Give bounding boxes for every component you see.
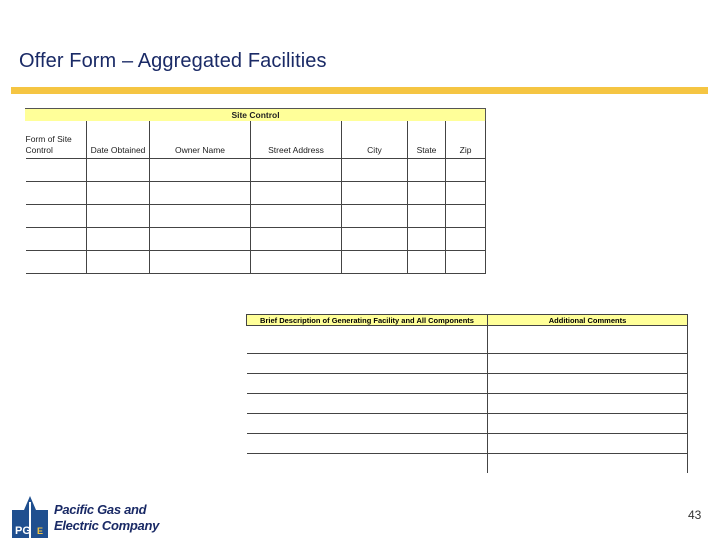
column-state: State [408, 121, 446, 159]
table-cell[interactable] [150, 205, 251, 228]
company-name-line2: Electric Company [54, 518, 160, 533]
table-row [26, 251, 486, 274]
column-city: City [342, 121, 408, 159]
table-cell[interactable] [446, 205, 486, 228]
table-cell[interactable] [342, 159, 408, 182]
table-cell[interactable] [408, 251, 446, 274]
table-row [247, 434, 688, 454]
column-zip: Zip [446, 121, 486, 159]
column-brief-description: Brief Description of Generating Facility and All Components [247, 315, 488, 326]
table-cell[interactable] [251, 228, 342, 251]
table-cell[interactable] [251, 251, 342, 274]
svg-text:E: E [37, 526, 44, 536]
table-cell[interactable] [87, 182, 150, 205]
table-row [247, 414, 688, 434]
table-cell[interactable] [247, 354, 488, 374]
table-cell[interactable] [251, 182, 342, 205]
table-cell[interactable] [87, 228, 150, 251]
table-cell[interactable] [26, 159, 87, 182]
table-row [26, 159, 486, 182]
table-row [247, 394, 688, 414]
column-form-of-site-control: Form of Site Control [26, 121, 87, 159]
table-cell[interactable] [488, 354, 688, 374]
table-row [247, 454, 688, 474]
table-cell[interactable] [446, 228, 486, 251]
svg-text:PG: PG [15, 525, 31, 537]
facility-description-table [246, 314, 687, 473]
table-cell[interactable] [150, 251, 251, 274]
table-cell[interactable] [150, 159, 251, 182]
table-row [247, 354, 688, 374]
site-control-header: Site Control [26, 109, 486, 122]
table-cell[interactable] [408, 182, 446, 205]
table-cell[interactable] [488, 374, 688, 394]
table-cell[interactable] [87, 251, 150, 274]
table-cell[interactable] [26, 251, 87, 274]
column-owner-name: Owner Name [150, 121, 251, 159]
table-cell[interactable] [247, 326, 488, 354]
table-cell[interactable] [408, 228, 446, 251]
table-cell[interactable] [26, 182, 87, 205]
table-row [247, 374, 688, 394]
table-row [26, 205, 486, 228]
table-cell[interactable] [488, 434, 688, 454]
company-name [54, 502, 159, 534]
table-cell[interactable] [247, 434, 488, 454]
table-cell[interactable] [488, 394, 688, 414]
accent-bar [11, 87, 708, 94]
column-street-address: Street Address [251, 121, 342, 159]
pge-logo-icon [10, 496, 50, 543]
table-cell[interactable] [26, 205, 87, 228]
column-additional-comments: Additional Comments [488, 315, 688, 326]
table-cell[interactable] [488, 326, 688, 354]
table-row [26, 182, 486, 205]
table-cell[interactable] [251, 205, 342, 228]
table-cell[interactable] [446, 159, 486, 182]
table-cell[interactable] [408, 159, 446, 182]
table-cell[interactable] [342, 228, 408, 251]
table-cell[interactable] [446, 182, 486, 205]
table-row [247, 326, 688, 354]
table-cell[interactable] [87, 205, 150, 228]
table-cell[interactable] [446, 251, 486, 274]
slide-title: Offer Form – Aggregated Facilities [19, 50, 327, 72]
table-cell[interactable] [488, 454, 688, 474]
company-name-line1: Pacific Gas and [54, 502, 147, 517]
table-cell[interactable] [150, 228, 251, 251]
table-cell[interactable] [150, 182, 251, 205]
site-control-table [25, 108, 485, 274]
table-cell[interactable] [247, 374, 488, 394]
table-cell[interactable] [247, 414, 488, 434]
table-cell[interactable] [342, 251, 408, 274]
table-cell[interactable] [247, 394, 488, 414]
table-cell[interactable] [87, 159, 150, 182]
table-row [26, 228, 486, 251]
table-cell[interactable] [251, 159, 342, 182]
page-number: 43 [688, 508, 702, 522]
table-cell[interactable] [342, 205, 408, 228]
table-cell[interactable] [247, 454, 488, 474]
table-cell[interactable] [26, 228, 87, 251]
table-cell[interactable] [488, 414, 688, 434]
table-cell[interactable] [408, 205, 446, 228]
table-cell[interactable] [342, 182, 408, 205]
column-date-obtained: Date Obtained [87, 121, 150, 159]
